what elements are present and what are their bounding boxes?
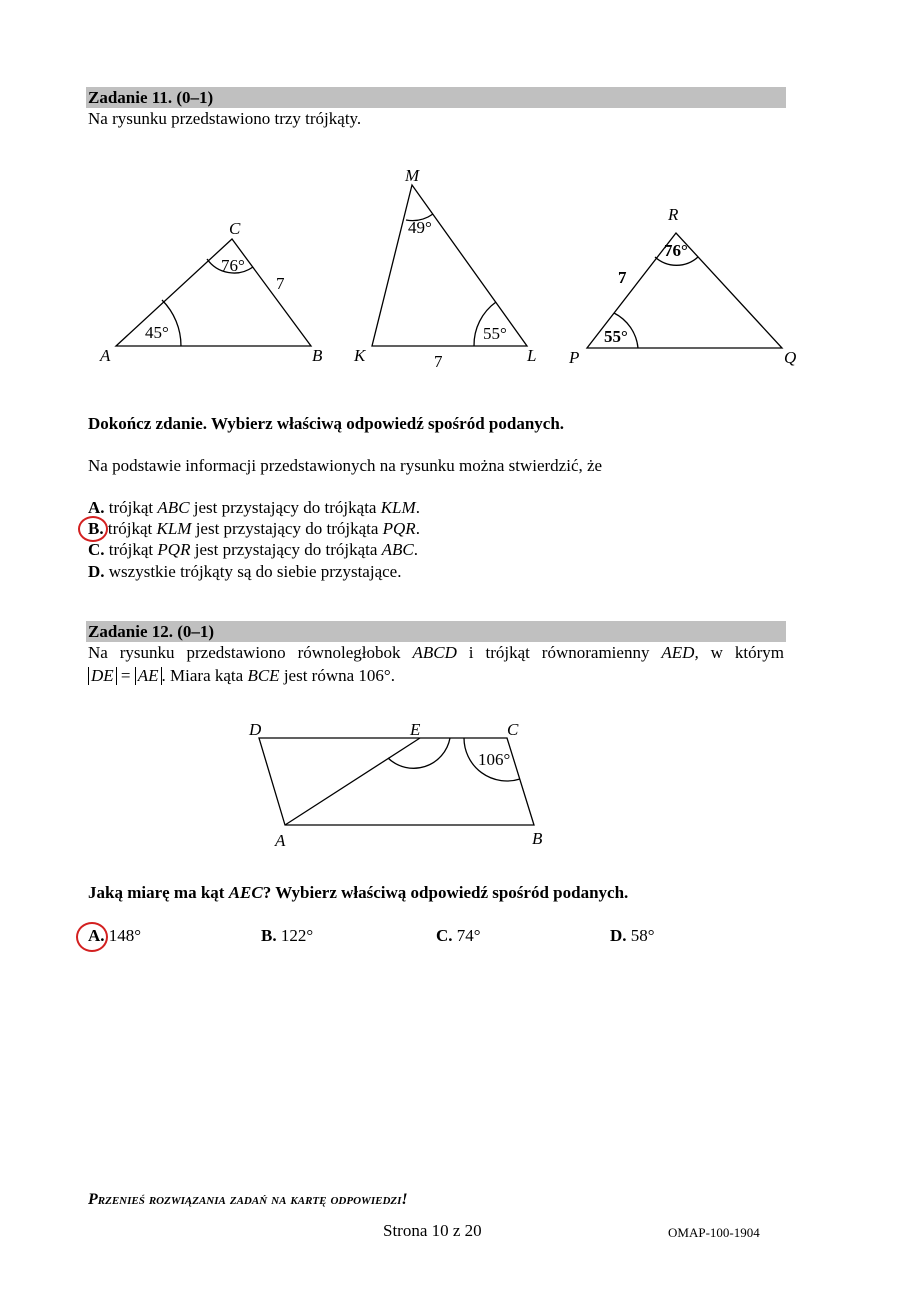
label-e: E bbox=[410, 720, 421, 739]
side-label-cb: 7 bbox=[276, 274, 285, 293]
angle-label-p: 55° bbox=[604, 327, 628, 346]
angle-label-r: 76° bbox=[664, 241, 688, 260]
task12-option-b[interactable]: B. 122° bbox=[261, 926, 314, 945]
task11-option-c[interactable]: C. trójkąt PQR jest przystający do trójkąta ABC. bbox=[88, 540, 419, 559]
label-c: C bbox=[507, 720, 519, 739]
task12-option-d[interactable]: D. 58° bbox=[610, 926, 655, 945]
side-label-pr: 7 bbox=[618, 268, 627, 287]
label-r: R bbox=[668, 205, 679, 224]
label-b: B bbox=[532, 829, 543, 848]
task11-option-d[interactable]: D. wszystkie trójkąty są do siebie przystające. bbox=[88, 562, 402, 581]
task11-stem: Na podstawie informacji przedstawionych na rysunku można stwierdzić, że bbox=[88, 456, 603, 475]
label-m: M bbox=[405, 166, 420, 185]
footer-transfer-note: Przenieś rozwiązania zadań na kartę odpowiedzi! bbox=[88, 1191, 408, 1208]
task12-header: Zadanie 12. (0–1) bbox=[88, 622, 215, 641]
label-a: A bbox=[275, 831, 286, 850]
segment-ae bbox=[285, 738, 420, 825]
label-p: P bbox=[569, 348, 580, 367]
angle-label-c: 76° bbox=[221, 256, 245, 275]
task12-stem-line1: Na rysunku przedstawiono równoległobok ABCD i trójkąt równoramienny AED, w którym bbox=[88, 643, 784, 662]
angle-label-l: 55° bbox=[483, 324, 507, 343]
task12-figure bbox=[0, 710, 915, 855]
abs-de: DE bbox=[88, 667, 117, 685]
task11-option-a[interactable]: A. trójkąt ABC jest przystający do trójkąta KLM. bbox=[88, 498, 420, 517]
abs-ae: AE bbox=[135, 667, 162, 685]
footer-code: OMAP-100-1904 bbox=[668, 1225, 760, 1240]
label-c: C bbox=[229, 219, 241, 238]
side-label-kl: 7 bbox=[434, 352, 443, 371]
label-b: B bbox=[312, 346, 323, 365]
task11-option-b[interactable]: B. trójkąt KLM jest przystający do trójkąta PQR. bbox=[88, 519, 420, 538]
answer-mark-circle bbox=[78, 516, 108, 542]
label-q: Q bbox=[784, 348, 797, 367]
task12-stem-line2: DE = AE . Miara kąta BCE jest równa 106°. bbox=[88, 665, 395, 687]
label-l: L bbox=[527, 346, 537, 365]
label-a: A bbox=[100, 346, 111, 365]
task12-option-a[interactable]: A. 148° bbox=[88, 926, 142, 945]
label-d: D bbox=[249, 720, 262, 739]
footer-page-number: Strona 10 z 20 bbox=[383, 1221, 482, 1240]
task11-figure bbox=[0, 160, 915, 375]
answer-mark-circle bbox=[76, 922, 108, 952]
label-k: K bbox=[354, 346, 366, 365]
task12-question: Jaką miarę ma kąt AEC? Wybierz właściwą odpowiedź spośród podanych. bbox=[88, 883, 629, 902]
task11-intro: Na rysunku przedstawiono trzy trójkąty. bbox=[88, 109, 362, 128]
angle-label-m: 49° bbox=[408, 218, 432, 237]
task11-instruction: Dokończ zdanie. Wybierz właściwą odpowiedź spośród podanych. bbox=[88, 414, 565, 433]
angle-label-a: 45° bbox=[145, 323, 169, 342]
task11-header: Zadanie 11. (0–1) bbox=[88, 88, 214, 107]
task12-option-c[interactable]: C. 74° bbox=[436, 926, 481, 945]
triangle-klm bbox=[372, 185, 527, 346]
angle-label-c: 106° bbox=[478, 750, 511, 769]
